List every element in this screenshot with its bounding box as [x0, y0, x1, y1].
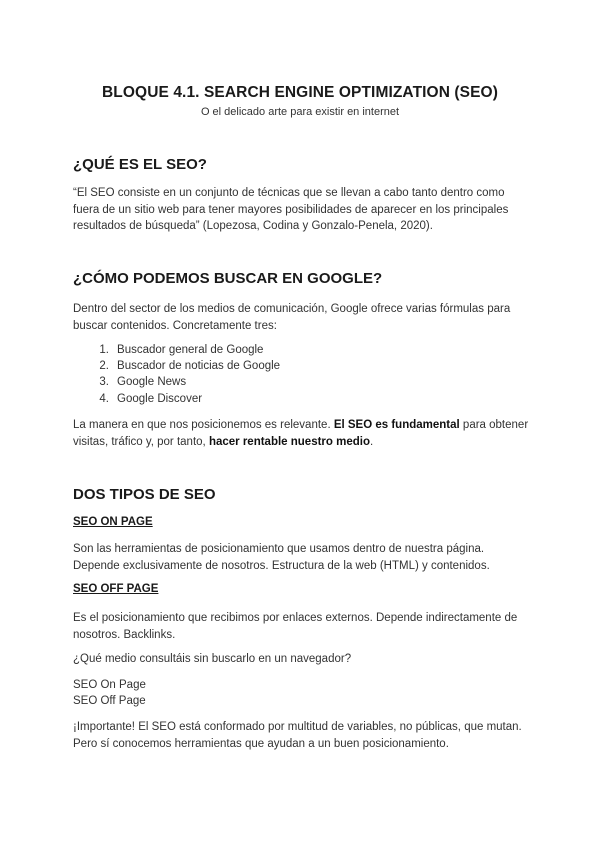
subheading-seo-on-page: SEO ON PAGE: [73, 516, 153, 528]
option-seo-on-page: SEO On Page: [73, 679, 146, 691]
emphasis-rentable: hacer rentable nuestro medio: [208, 435, 370, 448]
section-heading-que-es-seo: ¿QUÉ ES EL SEO?: [73, 156, 207, 173]
seo-relevance-paragraph: La manera en que nos posicionemos es relevante. El SEO es fundamental para obtener visitas, tráfico y, por tanto, hacer rentable nuestro medio.: [73, 419, 529, 448]
seo-off-page-text: Es el posicionamiento que recibimos por enlaces externos. Depende indirectamente de nosotros. Backlinks.: [73, 612, 518, 641]
google-search-list: [73, 342, 280, 407]
important-note: ¡Importante! El SEO está conformado por multitud de variables, no públicas, que mutan. Pero sí conocemos herramientas que ayudan a un buen posicionamiento.: [73, 721, 522, 750]
emphasis-seo-fundamental: El SEO es fundamental: [333, 419, 460, 431]
document-title: BLOQUE 4.1. SEARCH ENGINE OPTIMIZATION (SEO): [102, 84, 498, 101]
section-heading-dos-tipos: DOS TIPOS DE SEO: [73, 486, 216, 503]
option-seo-off-page: SEO Off Page: [73, 695, 146, 707]
list-item: 3. Google News: [99, 376, 187, 389]
seo-definition-quote: “El SEO consiste en un conjunto de técnicas que se llevan a cabo tanto dentro como fuera de un sitio web para tener mayores posibilidades de aparecer en los principales resultados de búsqueda” (Lopezosa, Codina y Gonzalo-Penela, 2020).: [73, 187, 509, 232]
question-text: ¿Qué medio consultáis sin buscarlo en un navegador?: [73, 653, 352, 665]
seo-on-page-text: Son las herramientas de posicionamiento que usamos dentro de nuestra página. Depende exclusivamente de nosotros. Estructura de la web (HTML) y contenidos.: [73, 543, 490, 572]
list-item: 4. Google Discover: [99, 392, 203, 405]
subheading-seo-off-page: SEO OFF PAGE: [73, 583, 159, 595]
search-intro-paragraph: Dentro del sector de los medios de comunicación, Google ofrece varias fórmulas para buscar contenidos. Concretamente tres:: [73, 303, 511, 332]
list-item: 2. Buscador de noticias de Google: [99, 360, 281, 373]
document-subtitle: O el delicado arte para existir en internet: [200, 106, 400, 118]
section-heading-como-buscar: ¿CÓMO PODEMOS BUSCAR EN GOOGLE?: [73, 270, 383, 287]
list-item: 1. Buscador general de Google: [99, 344, 264, 356]
